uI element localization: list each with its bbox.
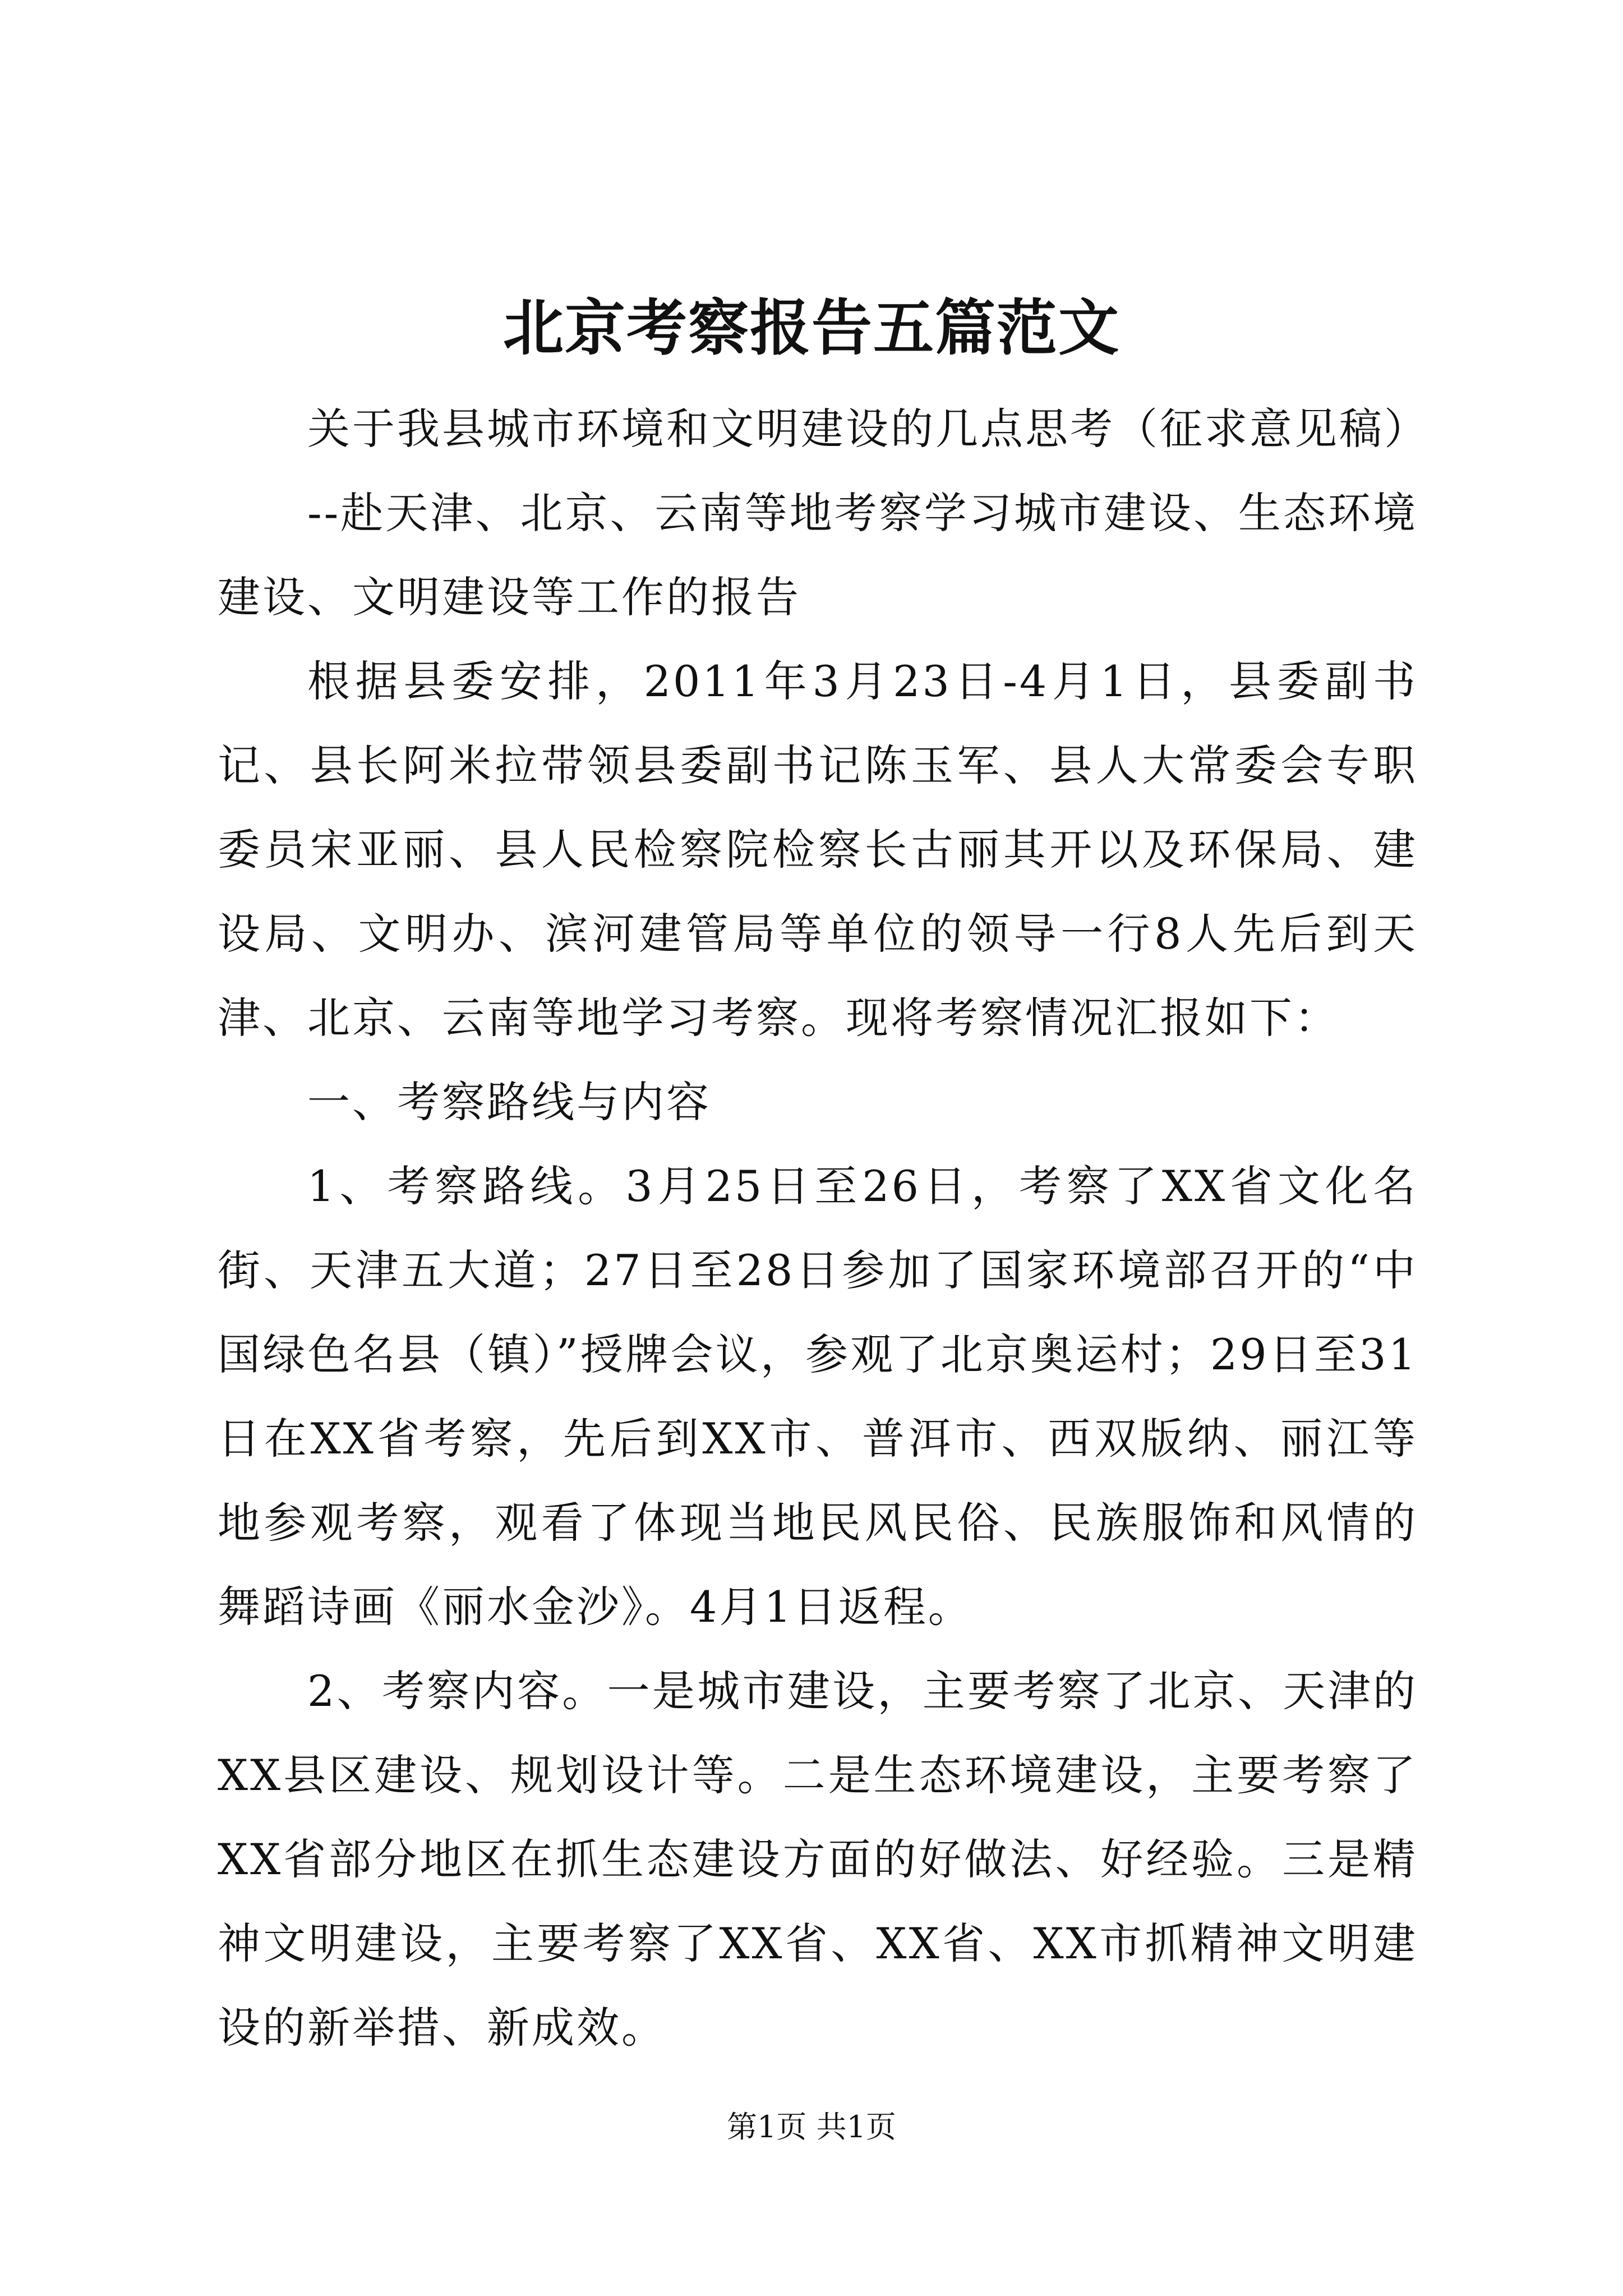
- paragraph-subtitle: 关于我县城市环境和文明建设的几点思考（征求意见稿）: [307, 404, 1429, 454]
- paragraph-introduction: 根据县委安排，2011年3月23日-4月1日，县委副书记、县长阿米拉带领县委副书记陈玉军、县人大常委会专职委员宋亚丽、县人民检察院检察长古丽其开以及环保局、建设局、文明办、滨河建管局等单位的领导一行8人先后到天津、北京、云南等地学习考察。现将考察情况汇报如下：: [218, 656, 1418, 1043]
- document-body: [218, 387, 1429, 2070]
- paragraph-inspection-route: 1、考察路线。3月25日至26日，考察了XX省文化名街、天津五大道；27日至28日参加了国家环境部召开的“中国绿色名县（镇）”授牌会议，参观了北京奥运村；29日至31日在XX省考察，先后到XX市、普洱市、西双版纳、丽江等地参观考察，观看了体现当地民风民俗、民族服饰和风情的舞蹈诗画《丽水金沙》。4月1日返程。: [218, 1161, 1418, 1632]
- document-title: 北京考察报告五篇范文: [502, 293, 1120, 364]
- section-heading-route-content: 一、考察路线与内容: [307, 1077, 711, 1127]
- paragraph-report-heading: --赴天津、北京、云南等地考察学习城市建设、生态环境建设、文明建设等工作的报告: [218, 488, 1418, 622]
- page-number-footer: 第1页 共1页: [727, 2109, 896, 2145]
- paragraph-inspection-content: 2、考察内容。一是城市建设，主要考察了北京、天津的XX县区建设、规划设计等。二是生态环境建设，主要考察了XX省部分地区在抓生态建设方面的好做法、好经验。三是精神文明建设，主要考察了XX省、XX省、XX市抓精神文明建设的新举措、新成效。: [218, 1666, 1418, 2053]
